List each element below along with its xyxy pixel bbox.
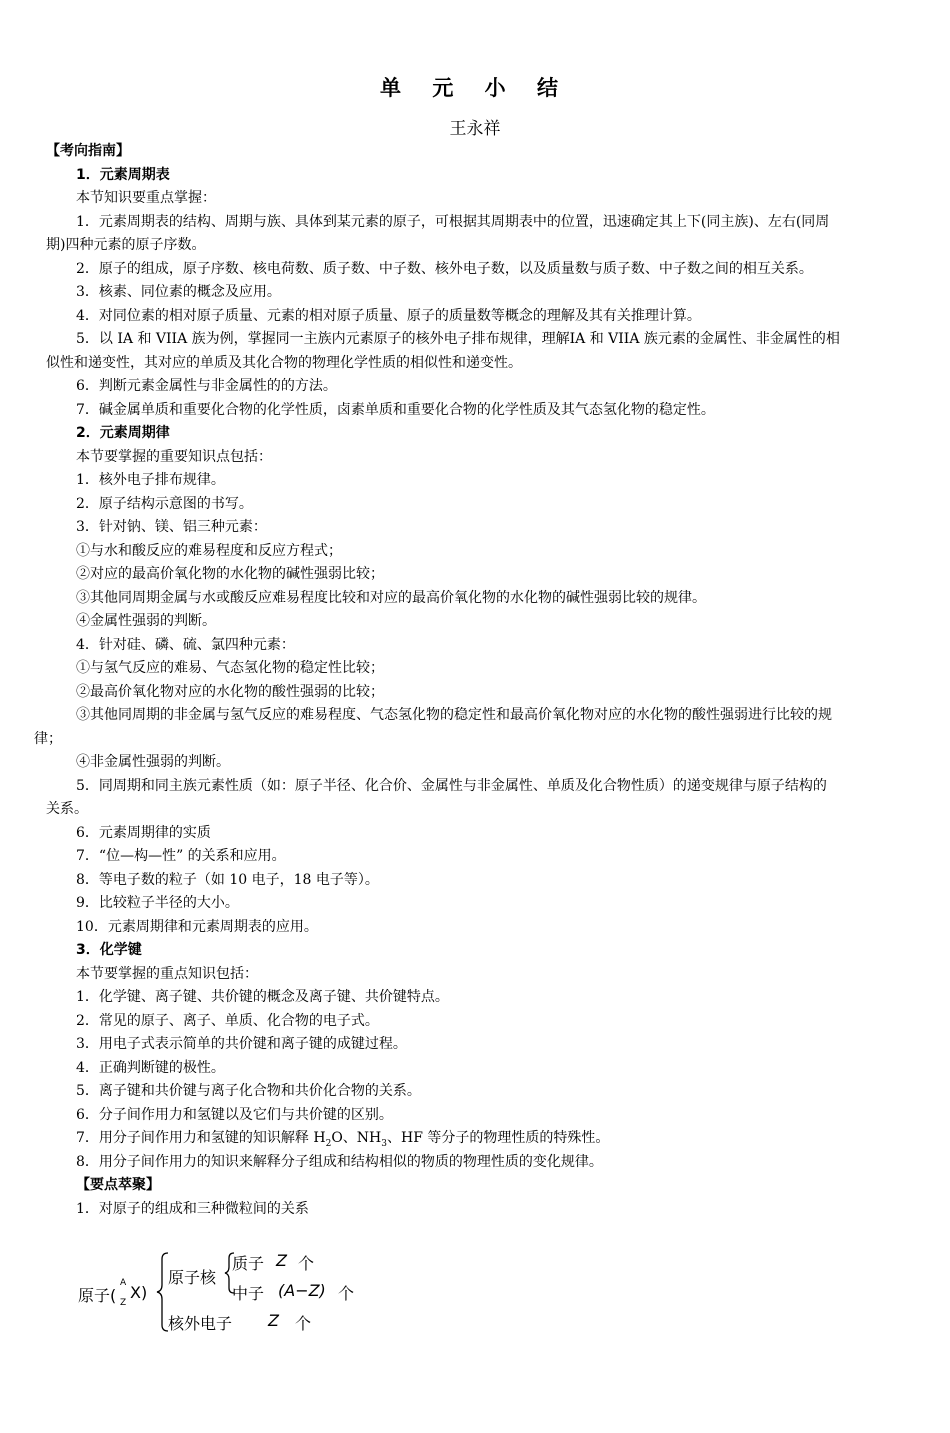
list-item: 9．比较粒子半径的大小。 bbox=[76, 895, 239, 911]
element-symbol: X) bbox=[130, 1283, 148, 1302]
sub-list-item: ④金属性强弱的判断。 bbox=[76, 613, 216, 629]
sub-list-item: ①与氢气反应的难易、气态氢化物的稳定性比较； bbox=[76, 660, 384, 676]
list-item: 2．常见的原子、离子、单质、化合物的电子式。 bbox=[76, 1012, 379, 1029]
list-item: 2．原子的组成，原子序数、核电荷数、质子数、中子数、核外电子数，以及质量数与质子数、中子数之间的相互关系。 bbox=[76, 260, 813, 277]
list-item: 4．对同位素的相对原子质量、元素的相对原子质量、原子的质量数等概念的理解及其有关推理计算。 bbox=[76, 307, 701, 324]
list-item: 5．离子键和共价键与离子化合物和共价化合物的关系。 bbox=[76, 1083, 421, 1099]
document-body bbox=[34, 140, 930, 1221]
list-item: 8．等电子数的粒子（如 10 电子，18 电子等）。 bbox=[76, 871, 379, 888]
subscript: 2 bbox=[325, 1138, 332, 1149]
paragraph: 本节要掌握的重点知识包括： bbox=[76, 965, 258, 982]
subsection-heading-1: 1．元素周期表 bbox=[76, 166, 170, 183]
list-item: 1．化学键、离子键、共价键的概念及离子键、共价键特点。 bbox=[76, 989, 449, 1005]
section-heading-points: 【要点萃聚】 bbox=[76, 1177, 160, 1193]
sub-list-item: ①与水和酸反应的难易程度和反应方程式； bbox=[76, 542, 342, 559]
list-item: 5．以 IA 和 VIIA 族为例，掌握同一主族内元素原子的核外电子排布规律，理解IA 和 VIIA 族元素的金属性、非金属性的相 bbox=[76, 331, 840, 347]
list-item: 5．同周期和同主族元素性质（如：原子半径、化合价、金属性与非金属性、单质及化合物性质）的递变规律与原子结构的 bbox=[76, 777, 827, 794]
outer-brace-icon bbox=[157, 1253, 168, 1331]
proton-count: Z bbox=[276, 1251, 287, 1270]
sub-list-item: ②对应的最高价氧化物的水化物的碱性强弱比较； bbox=[76, 566, 384, 582]
list-item-formula bbox=[46, 1127, 930, 1151]
list-item-continuation: 关系。 bbox=[46, 801, 88, 817]
sub-list-item: ②最高价氧化物对应的水化物的酸性强弱的比较； bbox=[76, 683, 384, 700]
neutron-count: (A−Z) bbox=[278, 1281, 326, 1300]
list-item: 4．正确判断键的极性。 bbox=[76, 1059, 225, 1076]
list-item: 1．对原子的组成和三种微粒间的关系 bbox=[76, 1200, 309, 1217]
list-item: 7．“位—构—性” 的关系和应用。 bbox=[76, 848, 286, 864]
author-name: 王永祥 bbox=[449, 119, 501, 139]
mass-number: A bbox=[120, 1278, 127, 1288]
atomic-number: Z bbox=[120, 1298, 127, 1308]
list-item: 6．判断元素金属性与非金属性的的方法。 bbox=[76, 378, 337, 394]
atom-label: 原子( bbox=[78, 1286, 117, 1305]
list-item: 7．碱金属单质和重要化合物的化学性质，卤素单质和重要化合物的化学性质及其气态氢化物的稳定性。 bbox=[76, 401, 715, 418]
paragraph: 本节要掌握的重要知识点包括： bbox=[76, 448, 272, 465]
neutron-label: 中子 bbox=[232, 1284, 265, 1303]
electron-count: Z bbox=[268, 1311, 279, 1330]
atom-composition-diagram bbox=[78, 1245, 378, 1340]
formula-text: 7．用分子间作用力和氢键的知识解释 H bbox=[76, 1130, 326, 1146]
list-item: 1．核外电子排布规律。 bbox=[76, 472, 225, 488]
sub-list-item: ④非金属性强弱的判断。 bbox=[76, 754, 230, 770]
list-item-continuation: 期)四种元素的原子序数。 bbox=[46, 237, 206, 253]
subscript: 3 bbox=[381, 1138, 387, 1149]
electron-unit: 个 bbox=[295, 1314, 312, 1333]
list-item: 1．元素周期表的结构、周期与族、具体到某元素的原子，可根据其周期表中的位置，迅速确定其上下(同主族)、左右(同周 bbox=[76, 213, 830, 230]
list-item: 3．用电子式表示简单的共价键和离子键的成键过程。 bbox=[76, 1036, 407, 1052]
list-item-continuation: 似性和递变性，其对应的单质及其化合物的物理化学性质的相似性和递变性。 bbox=[46, 354, 522, 371]
list-item: 6．元素周期律的实质 bbox=[76, 824, 211, 841]
neutron-unit: 个 bbox=[338, 1284, 355, 1303]
page-title: 单 元 小 结 bbox=[380, 76, 570, 100]
electron-label: 核外电子 bbox=[168, 1314, 233, 1333]
list-item: 8．用分子间作用力的知识来解释分子组成和结构相似的物质的物理性质的变化规律。 bbox=[76, 1153, 603, 1170]
paragraph: 本节知识要重点掌握： bbox=[76, 190, 216, 206]
sub-list-item: ③其他同周期金属与水或酸反应难易程度比较和对应的最高价氧化物的水化物的碱性强弱比较的规律。 bbox=[76, 589, 706, 606]
nucleus-label: 原子核 bbox=[168, 1268, 217, 1287]
list-item: 10．元素周期律和元素周期表的应用。 bbox=[76, 918, 318, 935]
sub-list-item: ③其他同周期的非金属与氢气反应的难易程度、气态氢化物的稳定性和最高价氧化物对应的水化物的酸性强弱进行比较的规 bbox=[76, 707, 832, 723]
formula-text: 、HF 等分子的物理性质的特殊性。 bbox=[386, 1130, 610, 1146]
subsection-heading-2: 2．元素周期律 bbox=[76, 425, 170, 441]
sub-list-item-continuation: 律； bbox=[34, 730, 62, 747]
list-item: 6．分子间作用力和氢键以及它们与共价键的区别。 bbox=[76, 1106, 393, 1123]
proton-unit: 个 bbox=[298, 1254, 315, 1273]
subsection-heading-3: 3．化学键 bbox=[76, 942, 142, 958]
formula-text: O、NH bbox=[331, 1130, 382, 1146]
proton-label: 质子 bbox=[232, 1254, 265, 1273]
section-heading-guide: 【考向指南】 bbox=[46, 143, 130, 159]
list-item: 2．原子结构示意图的书写。 bbox=[76, 495, 253, 512]
list-item: 4．针对硅、磷、硫、氯四种元素： bbox=[76, 636, 295, 653]
list-item: 3．针对钠、镁、铝三种元素： bbox=[76, 519, 267, 535]
list-item: 3．核素、同位素的概念及应用。 bbox=[76, 284, 281, 300]
